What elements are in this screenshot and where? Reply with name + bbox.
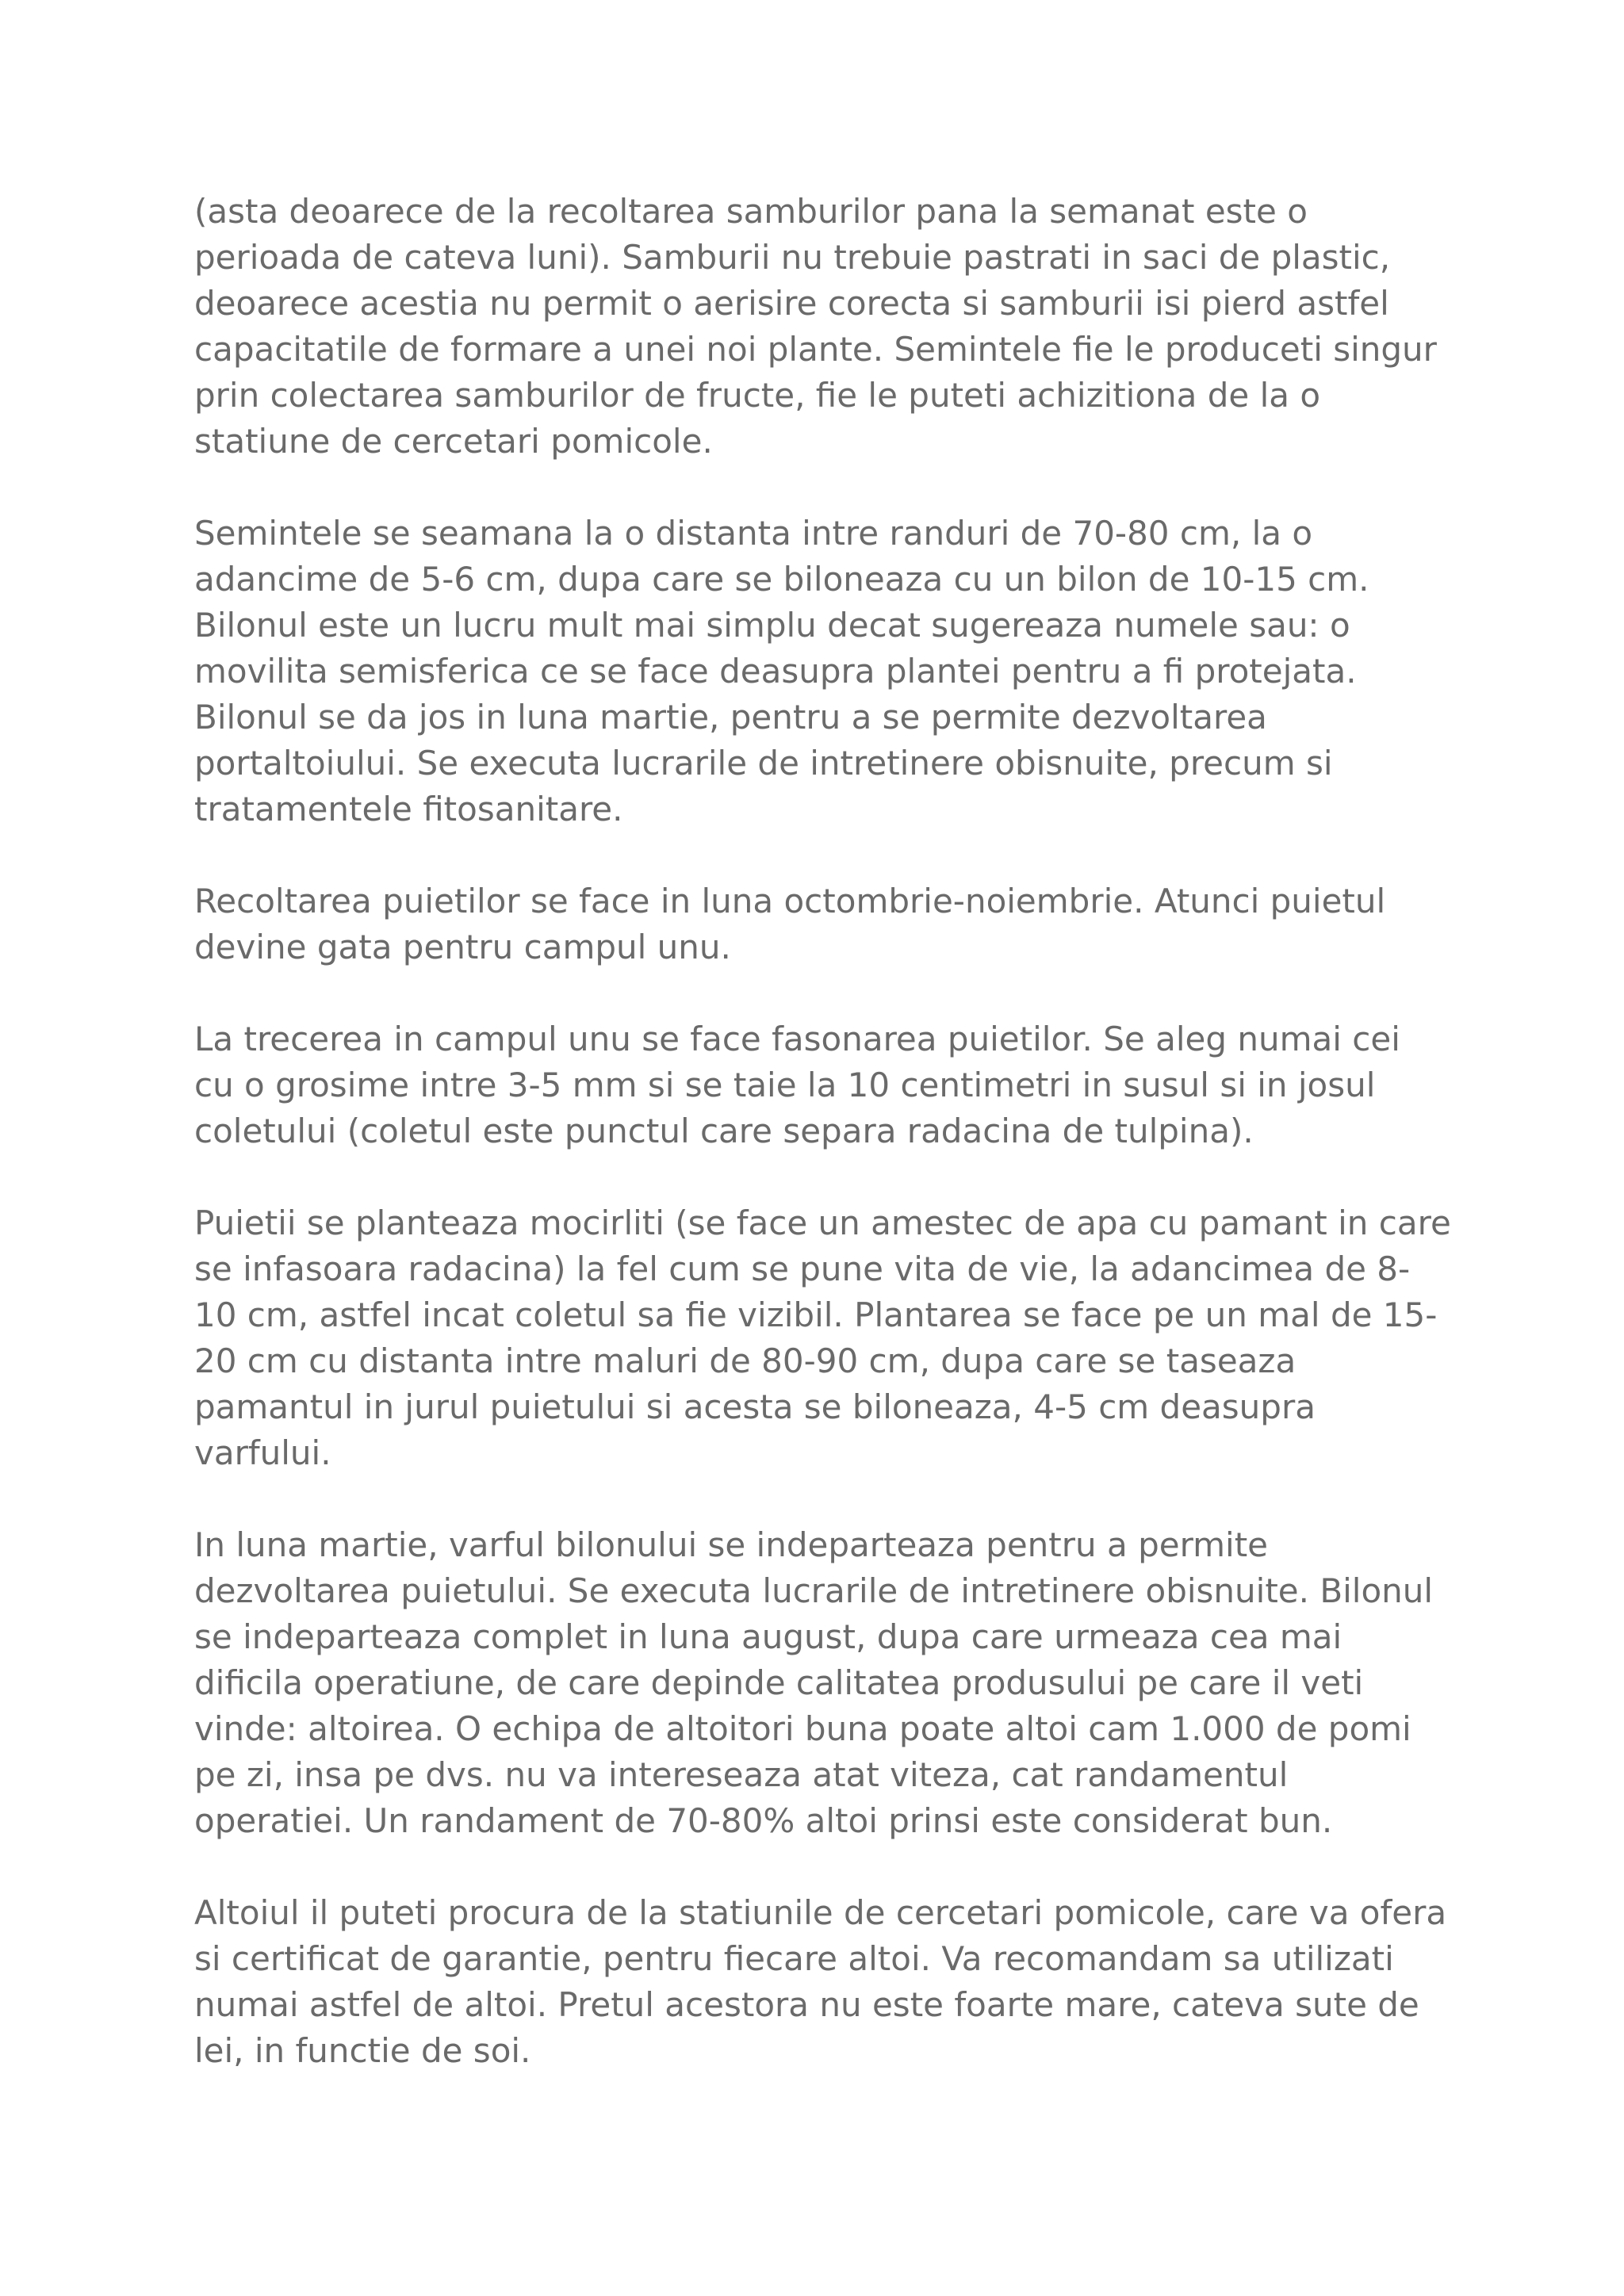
text-line: numai astfel de altoi. Pretul acestora nu este foarte mare, cateva sute de — [194, 1985, 1419, 2024]
paragraph-2 — [194, 511, 1463, 832]
text-line: Recoltarea puietilor se face in luna octombrie-noiembrie. Atunci puietul — [194, 882, 1386, 920]
paragraph-5 — [194, 1200, 1463, 1476]
text-line: Semintele se seamana la o distanta intre randuri de 70-80 cm, la o — [194, 514, 1313, 553]
text-line: perioada de cateva luni). Samburii nu trebuie pastrati in saci de plastic, — [194, 238, 1391, 277]
text-line: dificila operatiune, de care depinde calitatea produsului pe care il veti — [194, 1663, 1364, 1702]
text-line: In luna martie, varful bilonului se indeparteaza pentru a permite — [194, 1525, 1269, 1564]
text-line: se infasoara radacina) la fel cum se pune vita de vie, la adancimea de 8- — [194, 1249, 1411, 1288]
text-line: (asta deoarece de la recoltarea samburilor pana la semanat este o — [194, 192, 1308, 231]
text-line: tratamentele fitosanitare. — [194, 790, 623, 828]
text-line: Puietii se planteaza mocirliti (se face un amestec de apa cu pamant in care — [194, 1203, 1451, 1242]
text-line: varfului. — [194, 1433, 331, 1472]
text-line: si certificat de garantie, pentru fiecare altoi. Va recomandam sa utilizati — [194, 1939, 1394, 1978]
paragraph-6 — [194, 1522, 1463, 1844]
text-line: lei, in functie de soi. — [194, 2031, 531, 2070]
text-line: pe zi, insa pe dvs. nu va intereseaza atat viteza, cat randamentul — [194, 1755, 1289, 1794]
text-line: Altoiul il puteti procura de la statiunile de cercetari pomicole, care va ofera — [194, 1893, 1447, 1932]
text-line: portaltoiului. Se executa lucrarile de intretinere obisnuite, precum si — [194, 744, 1333, 783]
text-line: vinde: altoirea. O echipa de altoitori buna poate altoi cam 1.000 de pomi — [194, 1709, 1411, 1748]
document-body — [194, 189, 1463, 2120]
text-line: Bilonul este un lucru mult mai simplu decat sugereaza numele sau: o — [194, 606, 1350, 645]
text-line: 20 cm cu distanta intre maluri de 80-90 cm, dupa care se taseaza — [194, 1341, 1297, 1380]
text-line: La trecerea in campul unu se face fasonarea puietilor. Se aleg numai cei — [194, 1020, 1400, 1058]
paragraph-1 — [194, 189, 1463, 465]
text-line: prin colectarea samburilor de fructe, fie le puteti achizitiona de la o — [194, 376, 1321, 415]
paragraph-7 — [194, 1890, 1463, 2074]
text-line: devine gata pentru campul unu. — [194, 928, 731, 966]
text-line: adancime de 5-6 cm, dupa care se biloneaza cu un bilon de 10-15 cm. — [194, 560, 1369, 599]
paragraph-3 — [194, 878, 1463, 970]
text-line: 10 cm, astfel incat coletul sa fie vizibil. Plantarea se face pe un mal de 15- — [194, 1295, 1438, 1334]
text-line: cu o grosime intre 3-5 mm si se taie la 10 centimetri in susul si in josul — [194, 1066, 1376, 1104]
text-line: pamantul in jurul puietului si acesta se biloneaza, 4-5 cm deasupra — [194, 1387, 1316, 1426]
text-line: operatiei. Un randament de 70-80% altoi prinsi este considerat bun. — [194, 1801, 1333, 1840]
text-line: statiune de cercetari pomicole. — [194, 422, 713, 461]
text-line: deoarece acestia nu permit o aerisire corecta si samburii isi pierd astfel — [194, 284, 1389, 323]
text-line: capacitatile de formare a unei noi plante. Semintele fie le produceti singur — [194, 330, 1437, 369]
paragraph-4 — [194, 1016, 1463, 1154]
text-line: movilita semisferica ce se face deasupra plantei pentru a fi protejata. — [194, 652, 1357, 691]
text-line: se indeparteaza complet in luna august, dupa care urmeaza cea mai — [194, 1617, 1342, 1656]
text-line: dezvoltarea puietului. Se executa lucrarile de intretinere obisnuite. Bilonul — [194, 1571, 1434, 1610]
text-line: coletului (coletul este punctul care separa radacina de tulpina). — [194, 1112, 1254, 1150]
text-line: Bilonul se da jos in luna martie, pentru a se permite dezvoltarea — [194, 698, 1267, 737]
